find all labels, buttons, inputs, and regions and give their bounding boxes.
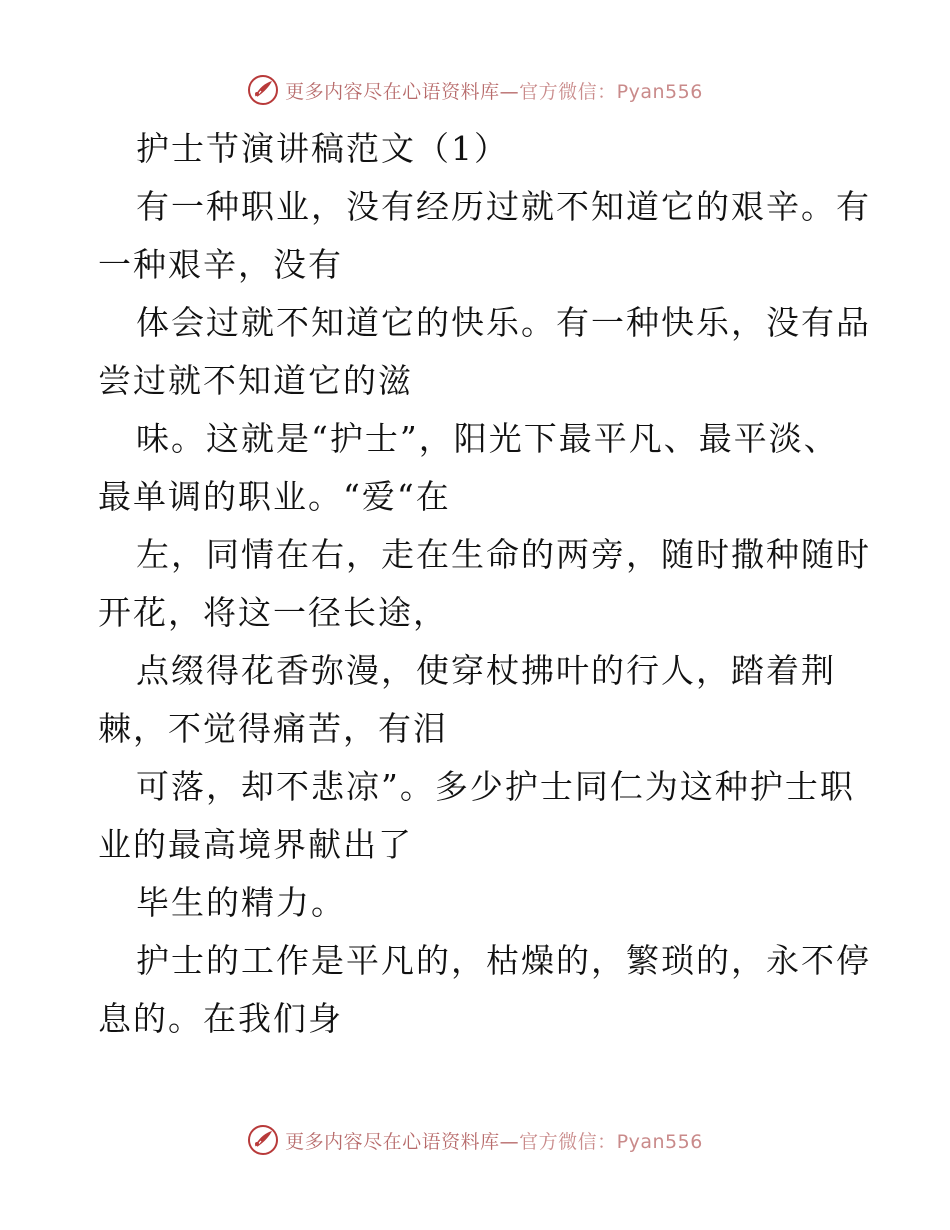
feather-pen-icon <box>247 1124 279 1156</box>
header-banner-dash: — <box>499 80 520 103</box>
footer-banner-dash: — <box>499 1130 520 1153</box>
paragraph-line: 最单调的职业。“爱“在 <box>98 477 451 516</box>
paragraph-line: 业的最高境界献出了 <box>98 825 413 864</box>
paragraph-line: 开花，将这一径长途， <box>98 593 448 632</box>
paragraph-line: 毕生的精力。 <box>136 883 346 922</box>
header-banner-text <box>285 77 703 104</box>
paragraph-line: 体会过就不知道它的快乐。有一种快乐，没有品 <box>136 303 871 342</box>
header-banner-title: 更多内容尽在心语资料库 <box>285 80 500 103</box>
footer-banner-title: 更多内容尽在心语资料库 <box>285 1130 500 1153</box>
paragraph-line: 息的。在我们身 <box>98 999 343 1038</box>
paragraph-line: 可落，却不悲凉”。多少护士同仁为这种护士职 <box>136 767 855 806</box>
paragraph-line: 棘，不觉得痛苦，有泪 <box>98 709 448 748</box>
paragraph-line: 尝过就不知道它的滋 <box>98 361 413 400</box>
header-banner-wechat: 官方微信：Pyan556 <box>519 80 703 103</box>
paragraph-line: 一种艰辛，没有 <box>98 245 343 284</box>
footer-banner <box>0 1120 950 1160</box>
document-title: 护士节演讲稿范文（1） <box>136 129 509 168</box>
paragraph-line: 味。这就是“护士”，阳光下最平凡、最平淡、 <box>136 419 839 458</box>
document-body <box>98 120 871 1048</box>
paragraph-line: 有一种职业，没有经历过就不知道它的艰辛。有 <box>136 187 871 226</box>
paragraph-line: 护士的工作是平凡的，枯燥的，繁琐的，永不停 <box>136 941 871 980</box>
feather-pen-icon <box>247 74 279 106</box>
footer-banner-wechat: 官方微信：Pyan556 <box>519 1130 703 1153</box>
paragraph-line: 左，同情在右，走在生命的两旁，随时撒种随时 <box>136 535 871 574</box>
paragraph-line: 点缀得花香弥漫，使穿杖拂叶的行人，踏着荆 <box>136 651 836 690</box>
footer-banner-text <box>285 1127 703 1154</box>
header-banner <box>0 70 950 110</box>
